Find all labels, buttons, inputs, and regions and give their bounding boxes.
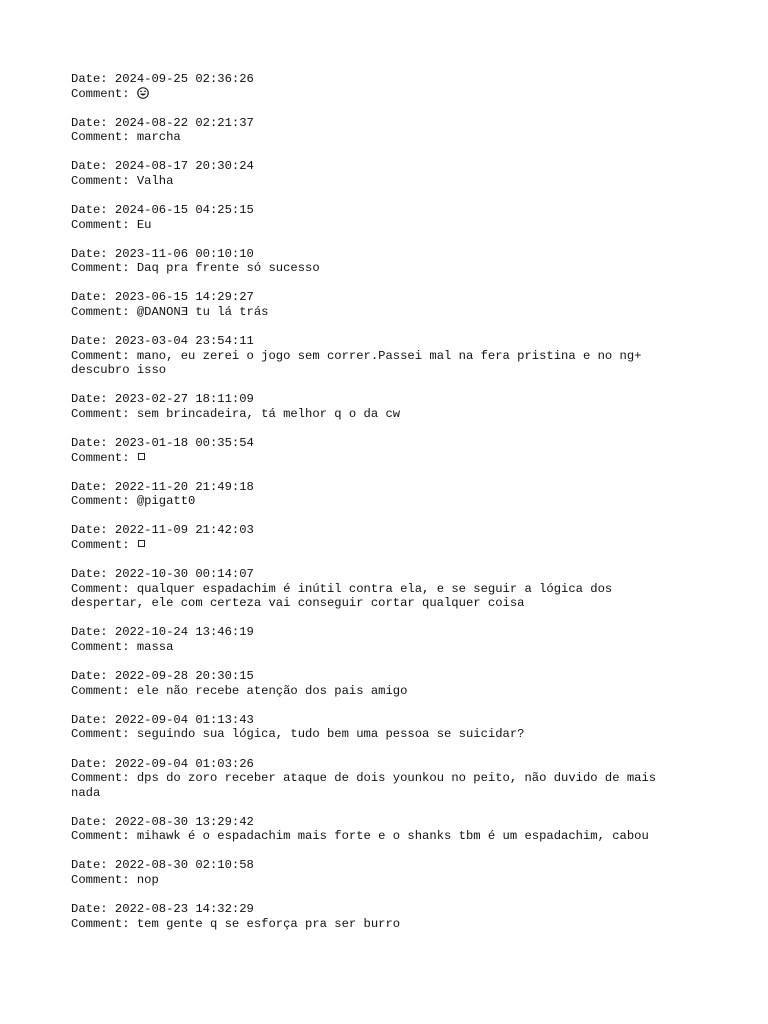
date-value: 2023-11-06 00:10:10 bbox=[114, 246, 254, 261]
comment-label: Comment: bbox=[71, 829, 137, 844]
date-label: Date: bbox=[71, 159, 115, 174]
comment-text bbox=[71, 917, 691, 932]
date-label: Date: bbox=[71, 72, 115, 86]
comment-label: Comment: bbox=[71, 348, 137, 363]
comment-label: Comment: bbox=[71, 640, 137, 655]
comment-date bbox=[71, 858, 691, 873]
date-label: Date: bbox=[71, 392, 115, 407]
comment-value: sem brincadeira, tá melhor q o da cw bbox=[136, 407, 401, 421]
date-label: Date: bbox=[71, 334, 115, 349]
comment-date bbox=[71, 815, 691, 830]
comment-label: Comment: bbox=[71, 873, 137, 888]
date-label: Date: bbox=[71, 902, 115, 917]
comment-entry bbox=[71, 290, 691, 319]
date-label: Date: bbox=[71, 814, 115, 829]
date-label: Date: bbox=[71, 669, 115, 684]
comment-text bbox=[71, 349, 691, 378]
comment-text bbox=[71, 771, 691, 800]
comment-text bbox=[71, 451, 691, 466]
comment-date bbox=[71, 203, 691, 218]
date-label: Date: bbox=[71, 567, 115, 582]
comment-label: Comment: bbox=[71, 683, 137, 698]
comment-value: mano, eu zerei o jogo sem correr.Passei mal na fera pristina e no ng+ descubro isso bbox=[71, 348, 649, 378]
comment-date bbox=[71, 436, 691, 451]
comment-entry bbox=[71, 713, 691, 742]
date-label: Date: bbox=[71, 756, 115, 771]
comment-entry bbox=[71, 480, 691, 509]
comment-text bbox=[71, 494, 691, 509]
comment-date bbox=[71, 247, 691, 262]
missing-glyph-icon bbox=[138, 540, 145, 547]
date-label: Date: bbox=[71, 115, 115, 130]
date-value: 2022-11-09 21:42:03 bbox=[114, 523, 254, 538]
comment-date bbox=[71, 159, 691, 174]
comment-text bbox=[71, 538, 691, 553]
comment-date bbox=[71, 523, 691, 538]
comment-label: Comment: bbox=[71, 581, 137, 596]
date-value: 2022-09-04 01:03:26 bbox=[114, 756, 254, 771]
comment-date bbox=[71, 480, 691, 495]
comment-text bbox=[71, 582, 691, 611]
comment-date bbox=[71, 625, 691, 640]
comment-entry bbox=[71, 567, 691, 611]
comment-date bbox=[71, 72, 691, 87]
comment-label: Comment: bbox=[71, 407, 137, 421]
comment-date bbox=[71, 902, 691, 917]
comment-label: Comment: bbox=[71, 86, 137, 101]
comment-entry bbox=[71, 436, 691, 465]
date-value: 2023-01-18 00:35:54 bbox=[114, 436, 254, 451]
date-value: 2022-10-24 13:46:19 bbox=[114, 625, 254, 640]
date-value: 2023-06-15 14:29:27 bbox=[114, 290, 254, 305]
comment-entry bbox=[71, 72, 691, 101]
comment-text bbox=[71, 174, 691, 189]
comment-value: @pigatt0 bbox=[136, 494, 196, 509]
comment-text bbox=[71, 407, 691, 422]
comment-label: Comment: bbox=[71, 130, 137, 145]
comment-label: Comment: bbox=[71, 727, 137, 742]
comment-date bbox=[71, 669, 691, 684]
date-value: 2022-09-04 01:13:43 bbox=[114, 712, 254, 727]
date-value: 2024-08-22 02:21:37 bbox=[114, 115, 254, 130]
comment-value: Daq pra frente só sucesso bbox=[136, 261, 320, 276]
comment-label: Comment: bbox=[71, 771, 137, 786]
comment-label: Comment: bbox=[71, 494, 137, 509]
comment-entry bbox=[71, 815, 691, 844]
comment-label: Comment: bbox=[71, 305, 137, 320]
date-label: Date: bbox=[71, 858, 115, 873]
comment-text bbox=[71, 130, 691, 145]
comment-value: Eu bbox=[136, 217, 152, 232]
date-value: 2024-09-25 02:36:26 bbox=[114, 72, 254, 86]
comment-label: Comment: bbox=[71, 450, 137, 465]
comment-text bbox=[71, 873, 691, 888]
date-value: 2022-10-30 00:14:07 bbox=[114, 567, 254, 582]
date-label: Date: bbox=[71, 712, 115, 727]
comment-value: ele não recebe atenção dos pais amigo bbox=[136, 683, 408, 698]
date-value: 2023-02-27 18:11:09 bbox=[114, 392, 254, 407]
comment-entry bbox=[71, 116, 691, 145]
comment-entry bbox=[71, 523, 691, 552]
comment-value: qualquer espadachim é inútil contra ela, e se seguir a lógica dos despertar, ele com certeza vai conseguir cortar qualquer coisa bbox=[71, 581, 620, 611]
date-value: 2023-03-04 23:54:11 bbox=[114, 334, 254, 349]
comment-entry bbox=[71, 334, 691, 378]
date-value: 2024-06-15 04:25:15 bbox=[114, 203, 254, 218]
date-value: 2022-08-23 14:32:29 bbox=[114, 902, 254, 917]
comment-label: Comment: bbox=[71, 916, 137, 931]
date-label: Date: bbox=[71, 625, 115, 640]
comment-date bbox=[71, 567, 691, 582]
comment-date bbox=[71, 392, 691, 407]
comment-text bbox=[71, 87, 691, 102]
comment-date bbox=[71, 290, 691, 305]
comment-date bbox=[71, 116, 691, 131]
comment-value: dps do zoro receber ataque de dois younkou no peito, não duvido de mais nada bbox=[71, 771, 664, 800]
date-label: Date: bbox=[71, 290, 115, 305]
comment-entry bbox=[71, 159, 691, 188]
comment-value: massa bbox=[136, 640, 174, 655]
comment-label: Comment: bbox=[71, 538, 137, 553]
comment-value: Valha bbox=[136, 173, 174, 188]
date-label: Date: bbox=[71, 203, 115, 218]
date-value: 2022-11-20 21:49:18 bbox=[114, 479, 254, 494]
comment-entry bbox=[71, 669, 691, 698]
comment-text bbox=[71, 684, 691, 699]
comment-entry bbox=[71, 902, 691, 931]
date-label: Date: bbox=[71, 246, 115, 261]
date-label: Date: bbox=[71, 479, 115, 494]
laughing-emoji-icon bbox=[137, 87, 149, 99]
comment-date bbox=[71, 757, 691, 772]
comment-entry bbox=[71, 247, 691, 276]
comment-text bbox=[71, 305, 691, 320]
comment-text bbox=[71, 261, 691, 276]
date-value: 2022-08-30 13:29:42 bbox=[114, 814, 254, 829]
comment-text bbox=[71, 218, 691, 233]
comment-value: tem gente q se esforça pra ser burro bbox=[136, 916, 401, 931]
date-value: 2024-08-17 20:30:24 bbox=[114, 159, 254, 174]
comment-label: Comment: bbox=[71, 173, 137, 188]
date-value: 2022-09-28 20:30:15 bbox=[114, 669, 254, 684]
comment-entry bbox=[71, 858, 691, 887]
date-label: Date: bbox=[71, 523, 115, 538]
comment-value: seguindo sua lógica, tudo bem uma pessoa se suicidar? bbox=[136, 727, 525, 742]
missing-glyph-icon bbox=[138, 453, 145, 460]
comment-date bbox=[71, 334, 691, 349]
comment-text bbox=[71, 727, 691, 742]
comment-list bbox=[71, 72, 691, 931]
comment-date bbox=[71, 713, 691, 728]
comment-log bbox=[71, 72, 691, 946]
comment-value: nop bbox=[136, 873, 159, 888]
comment-entry bbox=[71, 757, 691, 801]
comment-text bbox=[71, 829, 691, 844]
date-value: 2022-08-30 02:10:58 bbox=[114, 858, 254, 873]
comment-value: marcha bbox=[136, 130, 181, 145]
comment-entry bbox=[71, 203, 691, 232]
date-label: Date: bbox=[71, 436, 115, 451]
comment-value: @DANONƎ tu lá trás bbox=[136, 305, 269, 320]
comment-label: Comment: bbox=[71, 261, 137, 276]
comment-text bbox=[71, 640, 691, 655]
comment-value: mihawk é o espadachim mais forte e o shanks tbm é um espadachim, cabou bbox=[136, 829, 649, 844]
comment-label: Comment: bbox=[71, 217, 137, 232]
comment-entry bbox=[71, 625, 691, 654]
comment-entry bbox=[71, 392, 691, 421]
